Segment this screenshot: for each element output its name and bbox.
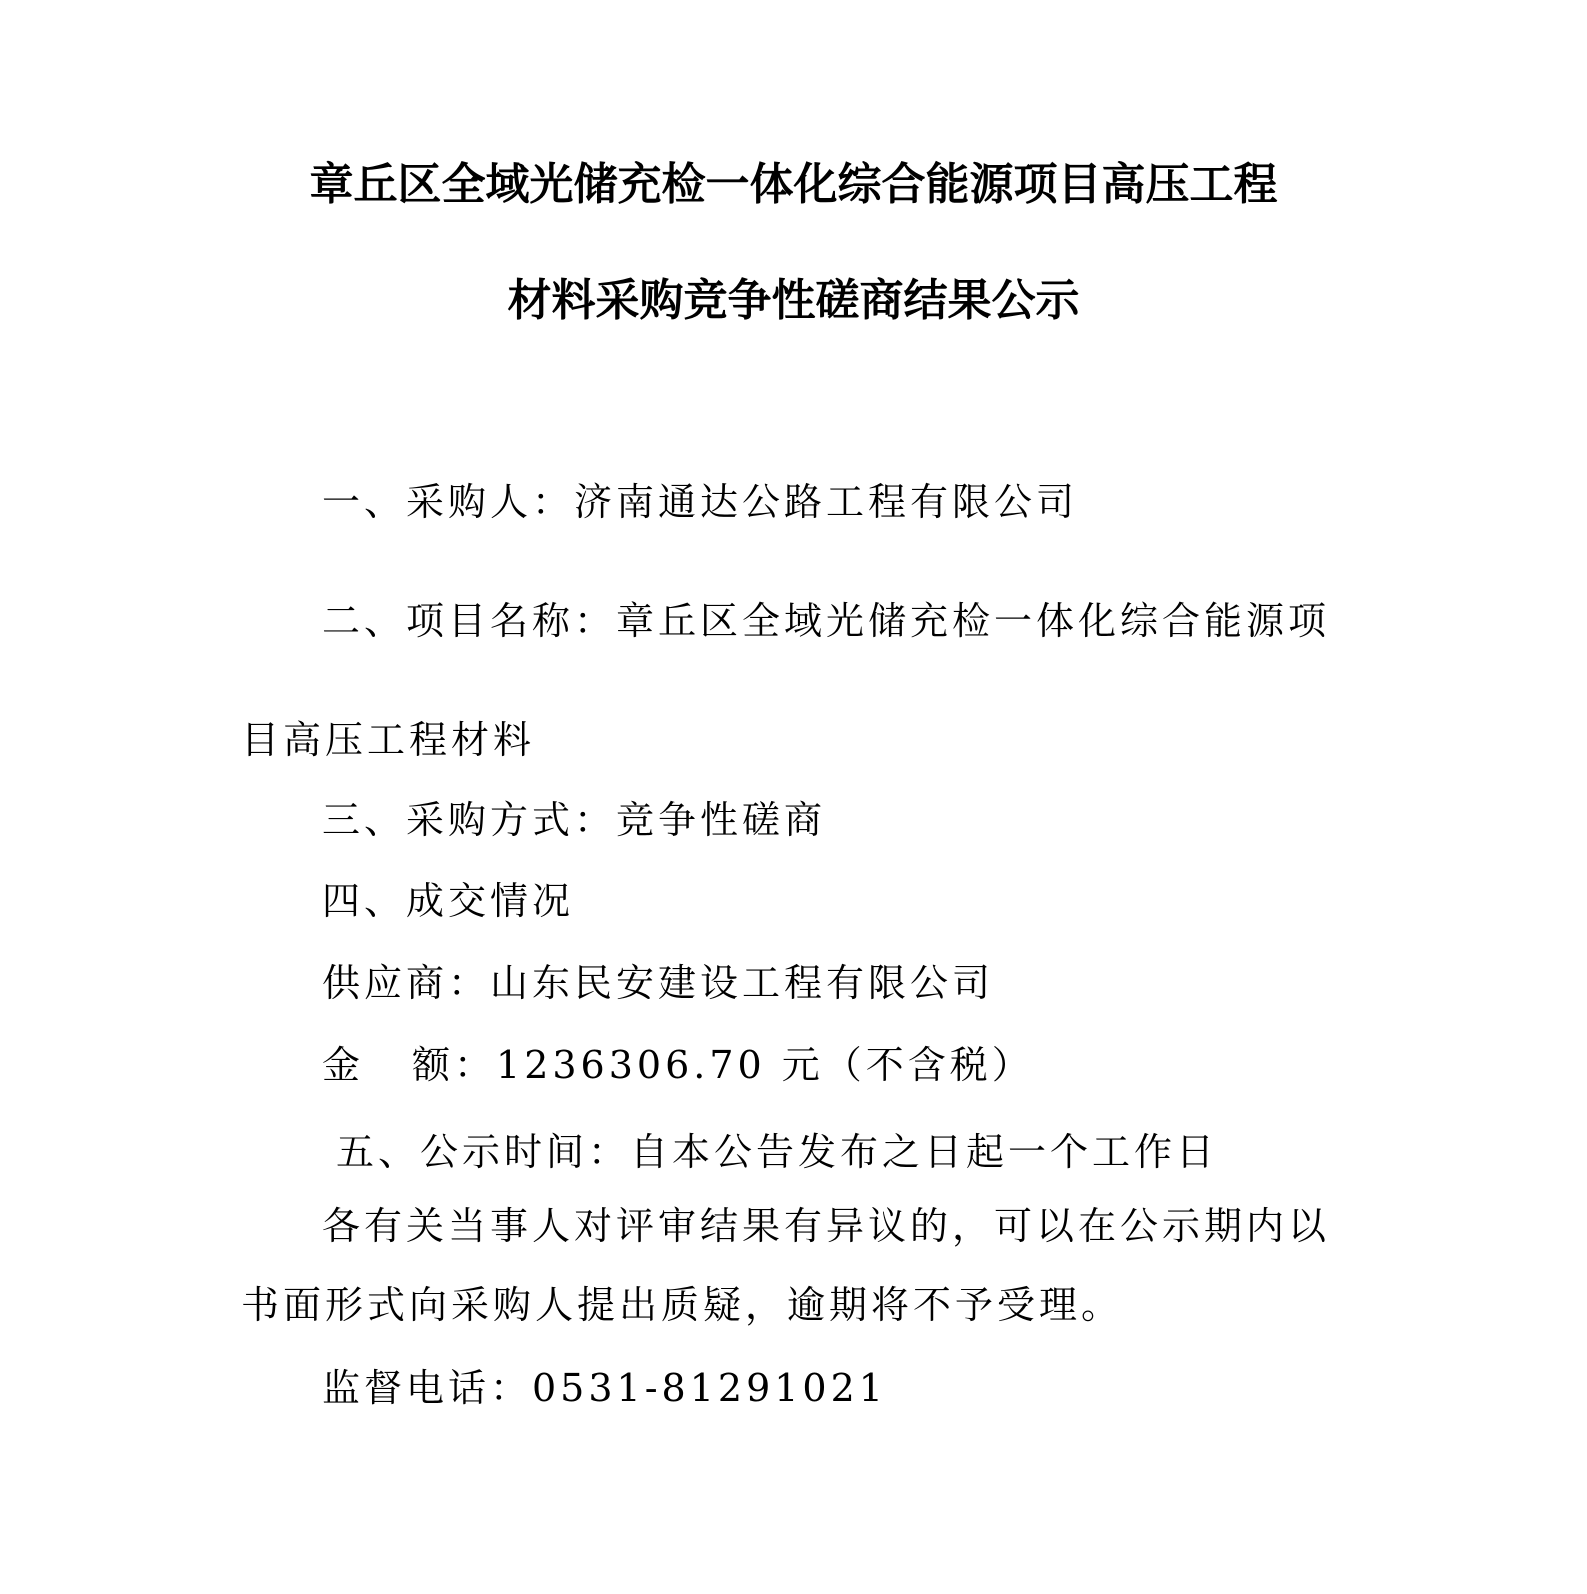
supplier-line: 供应商：山东民安建设工程有限公司	[322, 961, 995, 1005]
supervision-hotline: 监督电话：0531-81291021	[322, 1366, 887, 1410]
amount-value: 额：1236306.70 元（不含税）	[412, 1043, 1034, 1087]
project-name-line-1: 二、项目名称：章丘区全域光储充检一体化综合能源项	[322, 599, 1331, 643]
project-name-line-2: 目高压工程材料	[241, 718, 536, 762]
objection-line-2: 书面形式向采购人提出质疑，逾期将不予受理。	[241, 1283, 1124, 1327]
document-title-line-2: 材料采购竞争性磋商结果公示	[507, 275, 1080, 326]
notice-period-line: 五、公示时间：自本公告发布之日起一个工作日	[336, 1130, 1219, 1174]
document-title-line-1: 章丘区全域光储充检一体化综合能源项目高压工程	[309, 159, 1278, 210]
purchaser-line: 一、采购人：济南通达公路工程有限公司	[322, 480, 1079, 524]
procurement-method-line: 三、采购方式：竞争性磋商	[322, 798, 827, 842]
objection-line-1: 各有关当事人对评审结果有异议的，可以在公示期内以	[322, 1204, 1331, 1248]
result-heading: 四、成交情况	[322, 879, 575, 923]
amount-label-char-1: 金	[322, 1043, 365, 1087]
amount-line	[322, 1040, 1034, 1090]
